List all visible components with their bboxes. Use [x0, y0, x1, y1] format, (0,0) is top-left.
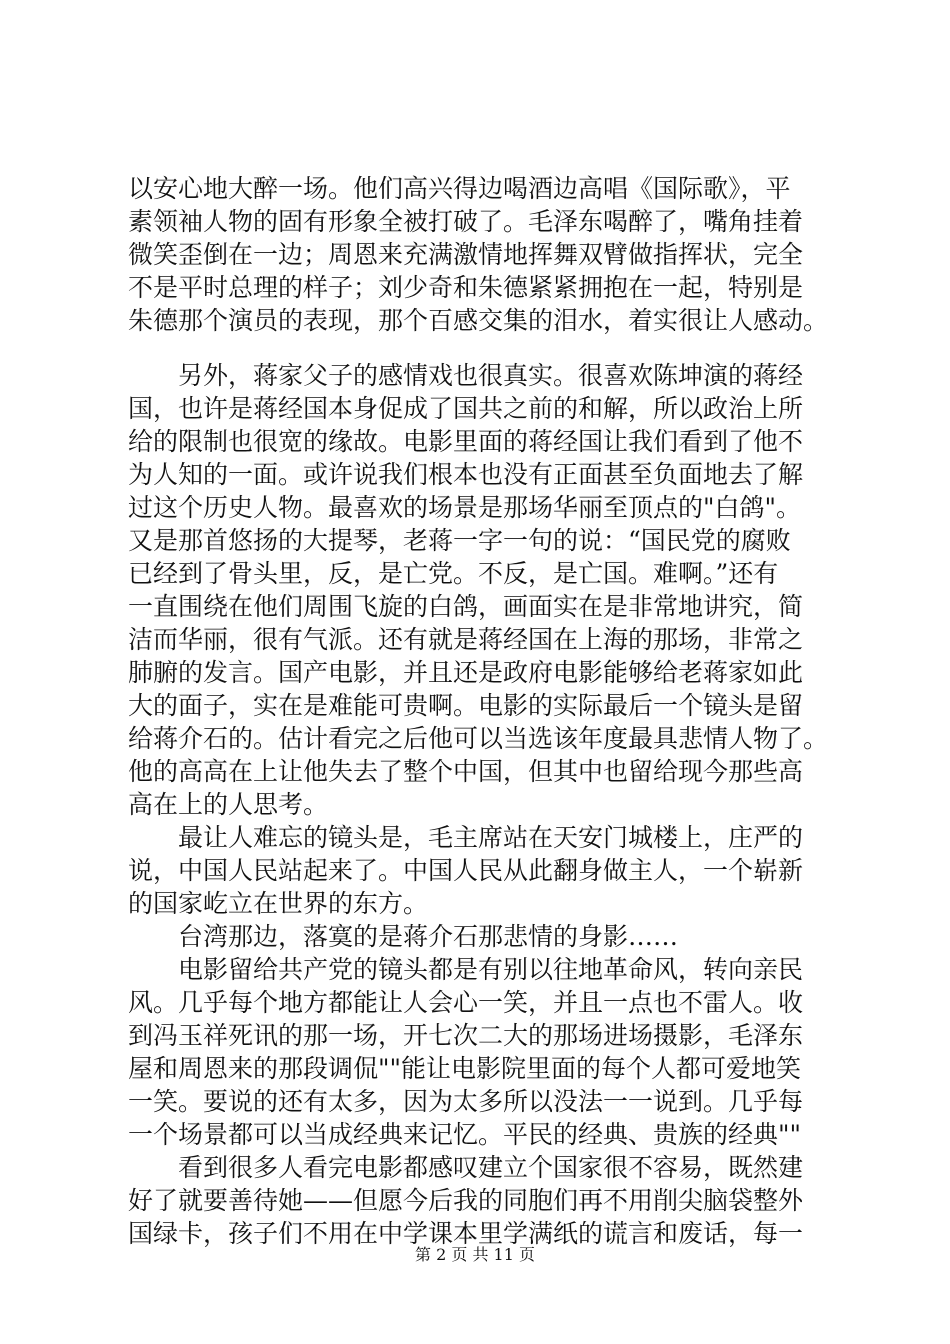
- text-line: 说，中国人民站起来了。中国人民从此翻身做主人，一个崭新: [128, 856, 804, 885]
- text-line: 国，也许是蒋经国本身促成了国共之前的和解，所以政治上所: [128, 394, 804, 423]
- text-line: 国绿卡，孩子们不用在中学课本里学满纸的谎言和废话，每一: [128, 1219, 804, 1248]
- text-line: 以安心地大醉一场。他们高兴得边喝酒边高唱《国际歌》，平: [128, 174, 791, 203]
- text-line: 给的限制也很宽的缘故。电影里面的蒋经国让我们看到了他不: [128, 427, 804, 456]
- text-line: 好了就要善待她——但愿今后我的同胞们再不用削尖脑袋整外: [128, 1186, 804, 1215]
- text-line: 另外，蒋家父子的感情戏也很真实。很喜欢陈坤演的蒋经: [128, 361, 804, 390]
- text-line: 的国家屹立在世界的东方。: [128, 889, 429, 918]
- text-line: 朱德那个演员的表现，那个百感交集的泪水，着实很让人感动。: [128, 306, 828, 335]
- text-line: 台湾那边，落寞的是蒋介石那悲情的身影……: [128, 922, 679, 951]
- text-line: 为人知的一面。或许说我们根本也没有正面甚至负面地去了解: [128, 460, 804, 489]
- text-line: 不是平时总理的样子；刘少奇和朱德紧紧拥抱在一起，特别是: [128, 273, 804, 302]
- text-line: 电影留给共产党的镜头都是有别以往地革命风，转向亲民: [128, 955, 804, 984]
- text-line: 洁而华丽，很有气派。还有就是蒋经国在上海的那场，非常之: [128, 625, 804, 654]
- text-line: 一个场景都可以当成经典来记忆。平民的经典、贵族的经典"": [128, 1120, 802, 1149]
- text-line: 到冯玉祥死讯的那一场，开七次二大的那场进场摄影，毛泽东: [128, 1021, 804, 1050]
- text-line: 屋和周恩来的那段调侃""能让电影院里面的每个人都可爱地笑: [128, 1054, 802, 1083]
- text-line: 大的面子，实在是难能可贵啊。电影的实际最后一个镜头是留: [128, 691, 804, 720]
- text-line: 已经到了骨头里，反，是亡党。不反，是亡国。难啊。”还有: [128, 559, 779, 588]
- text-line: 一直围绕在他们周围飞旋的白鸽，画面实在是非常地讲究，简: [128, 592, 804, 621]
- text-line: 素领袖人物的固有形象全被打破了。毛泽东喝醉了，嘴角挂着: [128, 207, 804, 236]
- text-line: 看到很多人看完电影都感叹建立个国家很不容易，既然建: [128, 1153, 804, 1182]
- text-line: 一笑。要说的还有太多，因为太多所以没法一一说到。几乎每: [128, 1087, 804, 1116]
- text-line: 他的高高在上让他失去了整个中国，但其中也留给现今那些高: [128, 757, 804, 786]
- text-line: 高在上的人思考。: [128, 790, 329, 819]
- text-line: 最让人难忘的镜头是，毛主席站在天安门城楼上，庄严的: [128, 823, 804, 852]
- text-line: 又是那首悠扬的大提琴，老蒋一字一句的说：“国民党的腐败: [128, 526, 791, 555]
- text-line: 风。几乎每个地方都能让人会心一笑，并且一点也不雷人。收: [128, 988, 804, 1017]
- text-line: 给蒋介石的。估计看完之后他可以当选该年度最具悲情人物了。: [128, 724, 828, 753]
- page-footer: 第 2 页 共 11 页: [415, 1245, 535, 1264]
- text-line: 微笑歪倒在一边；周恩来充满激情地挥舞双臂做指挥状，完全: [128, 240, 804, 269]
- text-line: 过这个历史人物。最喜欢的场景是那场华丽至顶点的"白鸽"。: [128, 493, 802, 522]
- text-line: 肺腑的发言。国产电影，并且还是政府电影能够给老蒋家如此: [128, 658, 804, 687]
